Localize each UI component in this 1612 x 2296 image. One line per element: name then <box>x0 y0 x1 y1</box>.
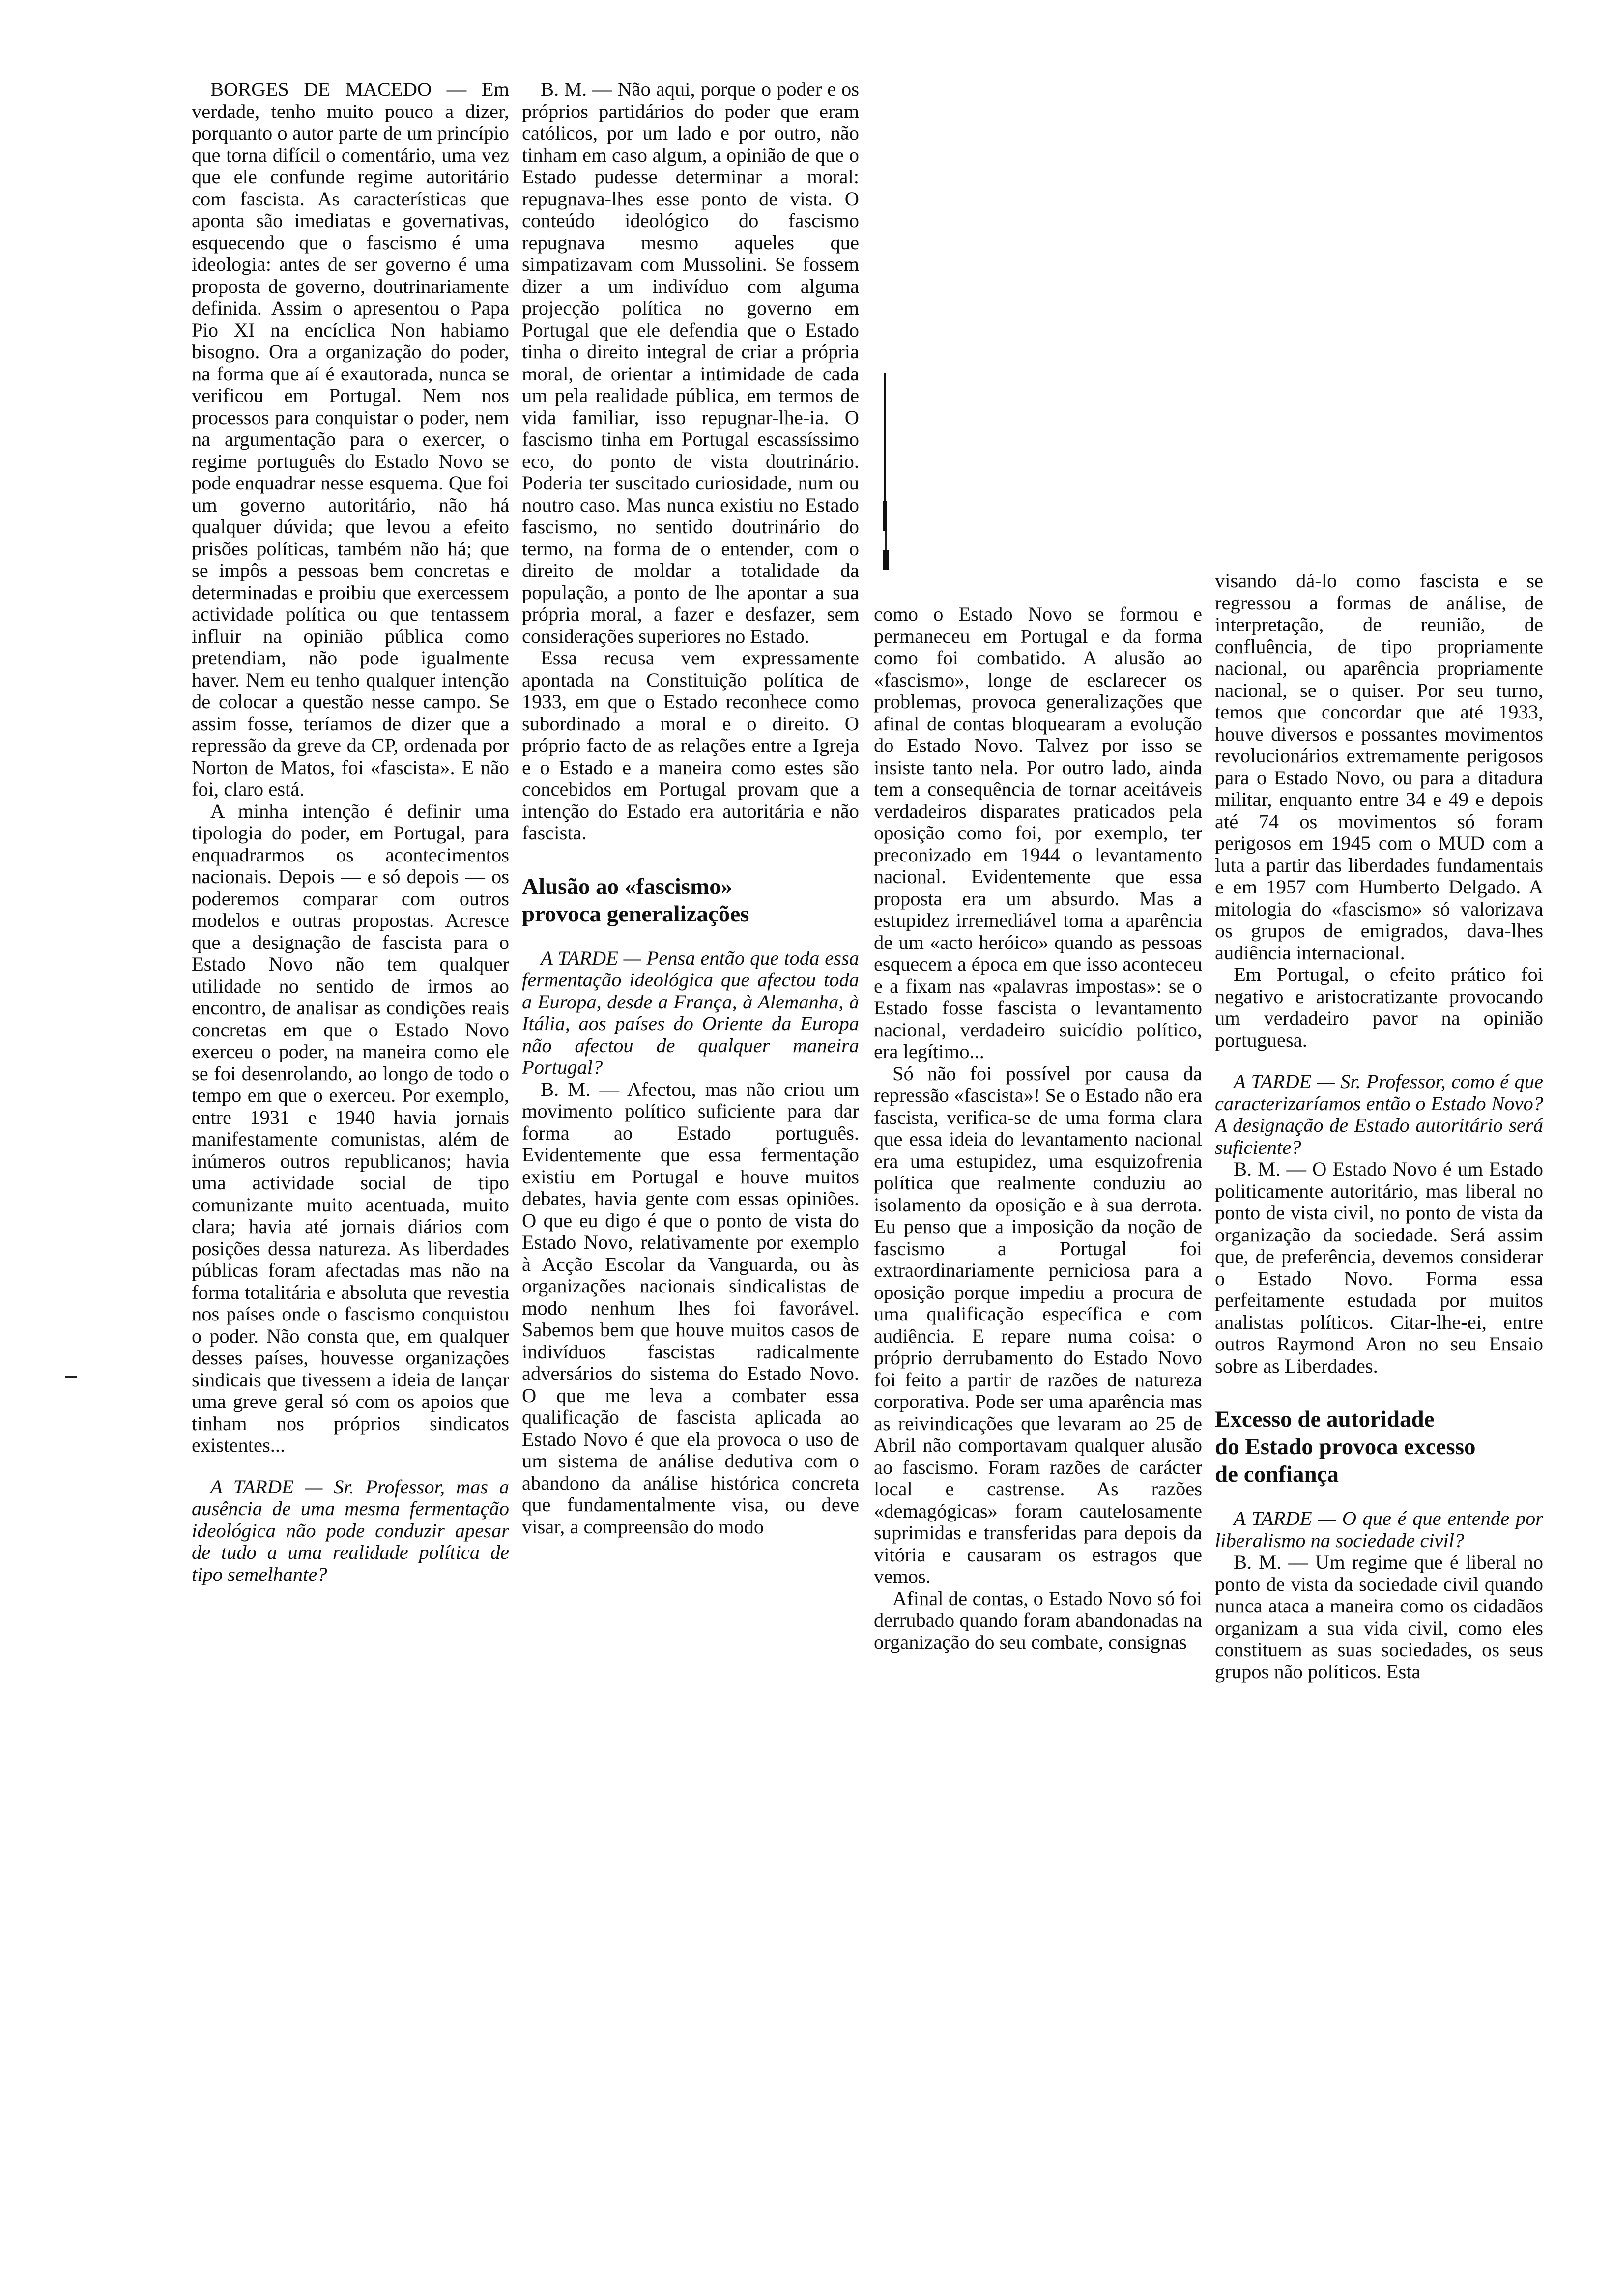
interview-question: A TARDE — O que é que entende por liberalismo na sociedade civil? <box>1215 1507 1543 1551</box>
interview-question: A TARDE — Pensa então que toda essa fermentação ideológica que afectou toda a Europa, desde a França, à Alemanha, à Itália, aos países do Oriente da Europa não afectou de qualquer maneira Portugal? <box>522 947 859 1078</box>
article-paragraph: Só não foi possível por causa da repressão «fascista»! Se o Estado não era fascista, verifica-se de uma forma clara que essa ideia do levantamento nacional era uma estupidez, uma esquizofrenia política que realmente conduziu ao isolamento da oposição e à sua derrota. Eu penso que a imposição da noção de fascismo a Portugal foi extraordinariamente perniciosa para a oposição porque impediu a procura de uma qualificação específica e com audiência. E repare numa coisa: o próprio derrubamento do Estado Novo foi feito a partir de razões de natureza corporativa. Pode ser uma aparência mas as reivindicações que levaram ao 25 de Abril não comportavam qualquer alusão ao fascismo. Foram razões de carácter local e castrense. As razões «demagógicas» foram cautelosamente suprimidas e transferidas para depois da vitória e causaram os estragos que vemos. <box>874 1062 1202 1587</box>
article-paragraph: BORGES DE MACEDO — Em verdade, tenho muito pouco a dizer, porquanto o autor parte de um princípio que torna difícil o comentário, uma vez que ele confunde regime autoritário com fascista. As características que aponta são imediatas e governativas, esquecendo que o fascismo é uma ideologia: antes de ser governo é uma proposta de governo, doutrinariamente definida. Assim o apresentou o Papa Pio XI na encíclica Non habiamo bisogno. Ora a organização do poder, na forma que aí é exautorada, nunca se verificou em Portugal. Nem nos processos para conquistar o poder, nem na argumentação para o exercer, o regime português do Estado Novo se pode enquadrar nesse esquema. Que foi um governo autoritário, não há qualquer dúvida; que levou a efeito prisões políticas, também não há; que se impôs a pessoas bem concretas e determinadas e proibiu que exercessem actividade política ou que tentassem influir na opinião pública como pretendiam, não pode igualmente haver. Nem eu tenho qualquer intenção de colocar a questão nesse campo. Se assim fosse, teríamos de dizer que a repressão da greve da CP, ordenada por Norton de Matos, foi «fascista». E não foi, claro está. <box>192 79 509 800</box>
section-heading-line: do Estado provoca excesso <box>1215 1434 1476 1460</box>
interview-question: A TARDE — Sr. Professor, como é que caracterizaríamos então o Estado Novo? A designação de Estado autoritário será suficiente? <box>1215 1070 1543 1158</box>
margin-tick-mark <box>65 1376 77 1378</box>
article-column-1 <box>192 79 509 2118</box>
article-paragraph: B. M. — Afectou, mas não criou um movimento político suficiente para dar forma ao Estado português. Evidentemente que essa fermentação existiu em Portugal e houve muitos debates, havia gente com essas opiniões. O que eu digo é que o ponto de vista do Estado Novo, relativamente por exemplo à Acção Escolar da Vanguarda, ou às organizações nacionais sindicalistas de modo nenhum lhes foi favorável. Sabemos bem que houve muitos casos de indivíduos fascistas radicalmente adversários do sistema do Estado Novo. O que me leva a combater essa qualificação de fascista aplicada ao Estado Novo é que ela provoca o uso de um sistema de análise dedutiva com o abandono da análise histórica concreta que fundamentalmente visa, ou deve visar, a compreensão do modo <box>522 1078 859 1538</box>
article-paragraph: B. M. — O Estado Novo é um Estado politicamente autoritário, mas liberal no ponto de vista civil, no ponto de vista da organização da sociedade. Será assim que, de preferência, devemos considerar o Estado Novo. Forma essa perfeitamente estudada por muitos analistas políticos. Citar-lhe-ei, entre outros Raymond Aron no seu Ensaio sobre as Liberdades. <box>1215 1158 1543 1377</box>
section-heading-line: Excesso de autoridade <box>1215 1406 1435 1432</box>
section-heading <box>522 873 859 928</box>
section-heading <box>1215 1406 1543 1488</box>
section-heading-line: de confiança <box>1215 1462 1339 1487</box>
article-column-3 <box>874 603 1202 2118</box>
article-paragraph: visando dá-lo como fascista e se regressou a formas de análise, de interpretação, de reunião, de confluência, de tipo propriamente nacional, ou aparência propriamente nacional, se o quiser. Por seu turno, temos que concordar que até 1933, houve diversos e possantes movimentos revolucionários extremamente perigosos para o Estado Novo, ou para a ditadura militar, enquanto entre 34 e 49 e depois até 74 os movimentos só foram perigosos em 1945 com o MUD com a luta a partir das liberdades fundamentais e em 1957 com Humberto Delgado. A mitologia do «fascismo» só valorizava os grupos de emigrados, dava-lhes audiência internacional. <box>1215 570 1543 964</box>
section-heading-line: provoca generalizações <box>522 901 749 927</box>
article-paragraph: A minha intenção é definir uma tipologia do poder, em Portugal, para enquadrarmos os acontecimentos nacionais. Depois — e só depois — os poderemos comparar com outros modelos e outras propostas. Acresce que a designação de fascista para o Estado Novo não tem qualquer utilidade no sentido de irmos ao encontro, de analisar as condições reais concretas em que o Estado Novo exerceu o poder, na maneira como ele se foi desenrolando, ao longo de todo o tempo em que o exerceu. Por exemplo, entre 1931 e 1940 havia jornais manifestamente comunistas, além de inúmeros outros republicanos; havia uma actividade social de tipo comunizante muito acentuada, muito clara; havia até jornais diários com posições dessa natureza. As liberdades públicas foram afectadas mas não na forma totalitária e absoluta que revestia nos países onde o fascismo conquistou o poder. Não consta que, em qualquer desses países, houvesse organizações sindicais que tivessem a ideia de lançar uma greve geral só com os apoios que tinham nos próprios sindicatos existentes... <box>192 800 509 1456</box>
section-heading-line: Alusão ao «fascismo» <box>522 873 733 899</box>
article-column-4 <box>1215 570 1543 2118</box>
article-column-2 <box>522 79 859 2118</box>
interview-question: A TARDE — Sr. Professor, mas a ausência de uma mesma fermentação ideológica não pode conduzir apesar de tudo a uma realidade política de tipo semelhante? <box>192 1475 509 1585</box>
article-paragraph: Afinal de contas, o Estado Novo só foi derrubado quando foram abandonadas na organização do seu combate, consignas <box>874 1587 1202 1653</box>
article-paragraph: B. M. — Um regime que é liberal no ponto de vista da sociedade civil quando nunca ataca a maneira como os cidadãos organizam a sua vida civil, como eles constituem as suas sociedades, os seus grupos não políticos. Esta <box>1215 1551 1543 1683</box>
print-ink-mark <box>882 373 890 570</box>
article-paragraph: Em Portugal, o efeito prático foi negativo e aristocratizante provocando um verdadeiro pavor na opinião portuguesa. <box>1215 963 1543 1051</box>
article-paragraph: como o Estado Novo se formou e permaneceu em Portugal e da forma como foi combatido. A alusão ao «fascismo», longe de esclarecer os problemas, provoca generalizações que afinal de contas bloquearam a evolução do Estado Novo. Talvez por isso se insiste tanto nela. Por outro lado, ainda tem a consequência de tornar aceitáveis verdadeiros disparates praticados pela oposição como foi, por exemplo, ter preconizado em 1944 o levantamento nacional. Evidentemente que essa proposta era um absurdo. Mas a estupidez irremediável toma a aparência de um «acto heróico» quando as pessoas esquecem a época em que isso aconteceu e a fixam nas «palavras impostas»: se o Estado fosse fascista o levantamento nacional, verdadeiro suicídio político, era legítimo... <box>874 603 1202 1062</box>
article-paragraph: Essa recusa vem expressamente apontada na Constituição política de 1933, em que o Estado reconhece como subordinado a moral e o direito. O próprio facto de as relações entre a Igreja e o Estado e a maneira como estes são concebidos em Portugal provam que a intenção do Estado era autoritária e não fascista. <box>522 647 859 844</box>
article-paragraph: B. M. — Não aqui, porque o poder e os próprios partidários do poder que eram católicos, por um lado e por outro, não tinham em caso algum, a opinião de que o Estado pudesse determinar a moral: repugnava-lhes esse ponto de vista. O conteúdo ideológico do fascismo repugnava mesmo aqueles que simpatizavam com Mussolini. Se fossem dizer a um indivíduo com alguma projecção política no governo em Portugal que ele defendia que o Estado tinha o direito integral de criar a própria moral, de orientar a intimidade de cada um pela realidade pública, em termos de vida familiar, isso repugnar-lhe-ia. O fascismo tinha em Portugal escassíssimo eco, do ponto de vista doutrinário. Poderia ter suscitado curiosidade, num ou noutro caso. Mas nunca existiu no Estado fascismo, no sentido doutrinário do termo, na forma de o entender, com o direito de moldar a totalidade da população, a ponto de lhe apontar a sua própria moral, a fazer e desfazer, sem considerações superiores no Estado. <box>522 79 859 647</box>
